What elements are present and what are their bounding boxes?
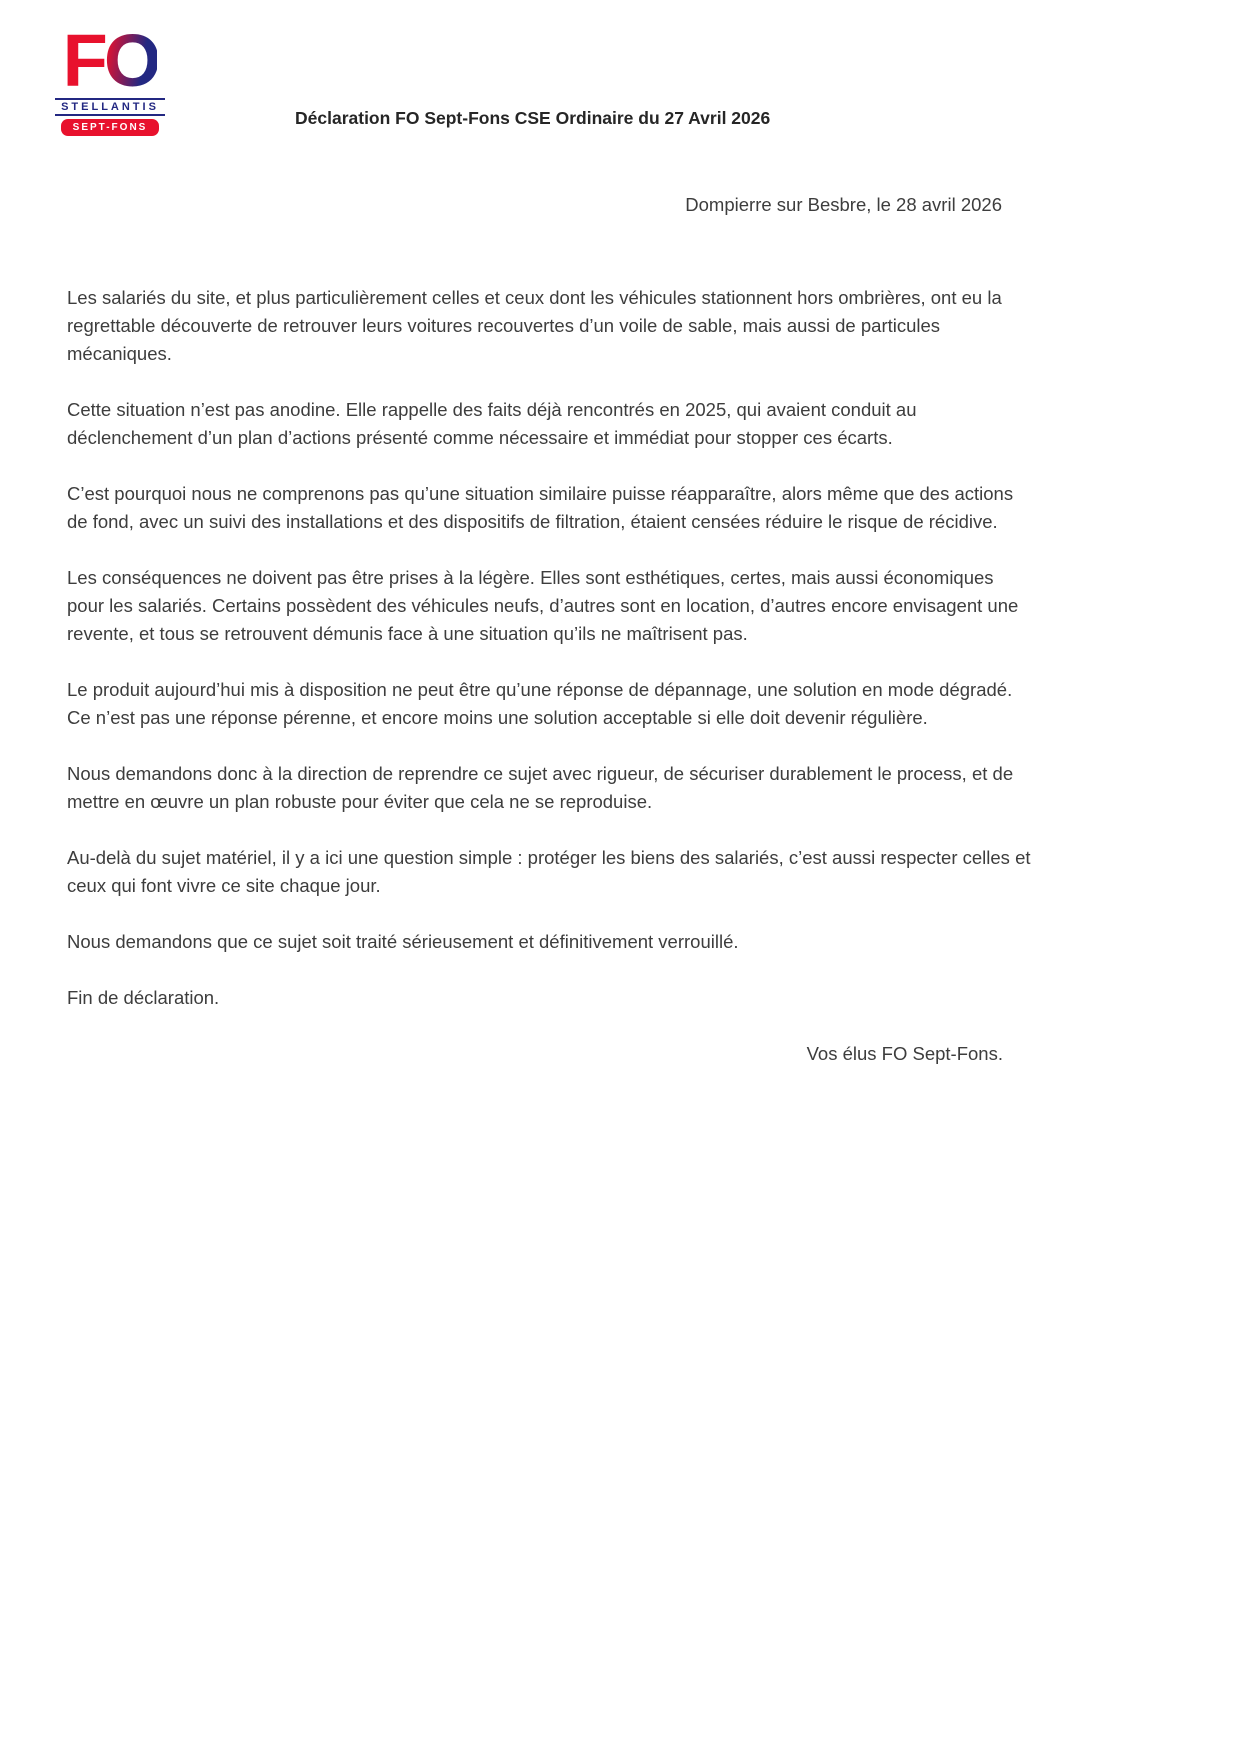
signature-line: Vos élus FO Sept-Fons. bbox=[806, 1043, 1003, 1064]
body-paragraph: Nous demandons que ce sujet soit traité sérieusement et définitivement verrouillé. bbox=[67, 931, 739, 952]
fo-logo-letter-o: O bbox=[103, 19, 158, 102]
closing-line: Fin de déclaration. bbox=[67, 987, 220, 1008]
body-paragraph: Nous demandons donc à la direction de reprendre ce sujet avec rigueur, de sécuriser durablement le process, et de mettre en œuvre un plan robuste pour éviter que cela ne se reproduise. bbox=[67, 763, 1014, 812]
document-body bbox=[67, 284, 1033, 1096]
fo-logo-letter-f: F bbox=[62, 19, 104, 102]
logo-stellantis-label: STELLANTIS bbox=[55, 98, 165, 116]
body-paragraph: Le produit aujourd’hui mis à disposition ne peut être qu’une réponse de dépannage, une solution en mode dégradé. Ce n’est pas une réponse pérenne, et encore moins une solution acceptable si elle doit devenir régulière. bbox=[67, 679, 1013, 728]
fo-logo-text bbox=[55, 19, 165, 102]
body-paragraph: Au-delà du sujet matériel, il y a ici une question simple : protéger les biens des salariés, c’est aussi respecter celles et ceux qui font vivre ce site chaque jour. bbox=[67, 847, 1031, 896]
dateline: Dompierre sur Besbre, le 28 avril 2026 bbox=[685, 194, 1002, 215]
fo-logo bbox=[55, 19, 165, 136]
body-paragraph: Les salariés du site, et plus particulièrement celles et ceux dont les véhicules stationnent hors ombrières, ont eu la regrettable découverte de retrouver leurs voitures recouvertes d’un voile de sable, mais aussi de particules mécaniques. bbox=[67, 287, 1002, 364]
body-paragraph: Cette situation n’est pas anodine. Elle rappelle des faits déjà rencontrés en 2025, qui avaient conduit au déclenchement d’un plan d’actions présenté comme nécessaire et immédiat pour stopper ces écarts. bbox=[67, 399, 917, 448]
body-paragraph: Les conséquences ne doivent pas être prises à la légère. Elles sont esthétiques, certes, mais aussi économiques pour les salariés. Certains possèdent des véhicules neufs, d’autres sont en location, d’autres encore envisagent une revente, et tous se retrouvent démunis face à une situation qu’ils ne maîtrisent pas. bbox=[67, 567, 1019, 644]
logo-site-badge: SEPT-FONS bbox=[61, 119, 160, 136]
document-title: Déclaration FO Sept-Fons CSE Ordinaire du 27 Avril 2026 bbox=[295, 108, 771, 128]
body-paragraph: C’est pourquoi nous ne comprenons pas qu’une situation similaire puisse réapparaître, alors même que des actions de fond, avec un suivi des installations et des dispositifs de filtration, étaient censées réduire le risque de récidive. bbox=[67, 483, 1014, 532]
